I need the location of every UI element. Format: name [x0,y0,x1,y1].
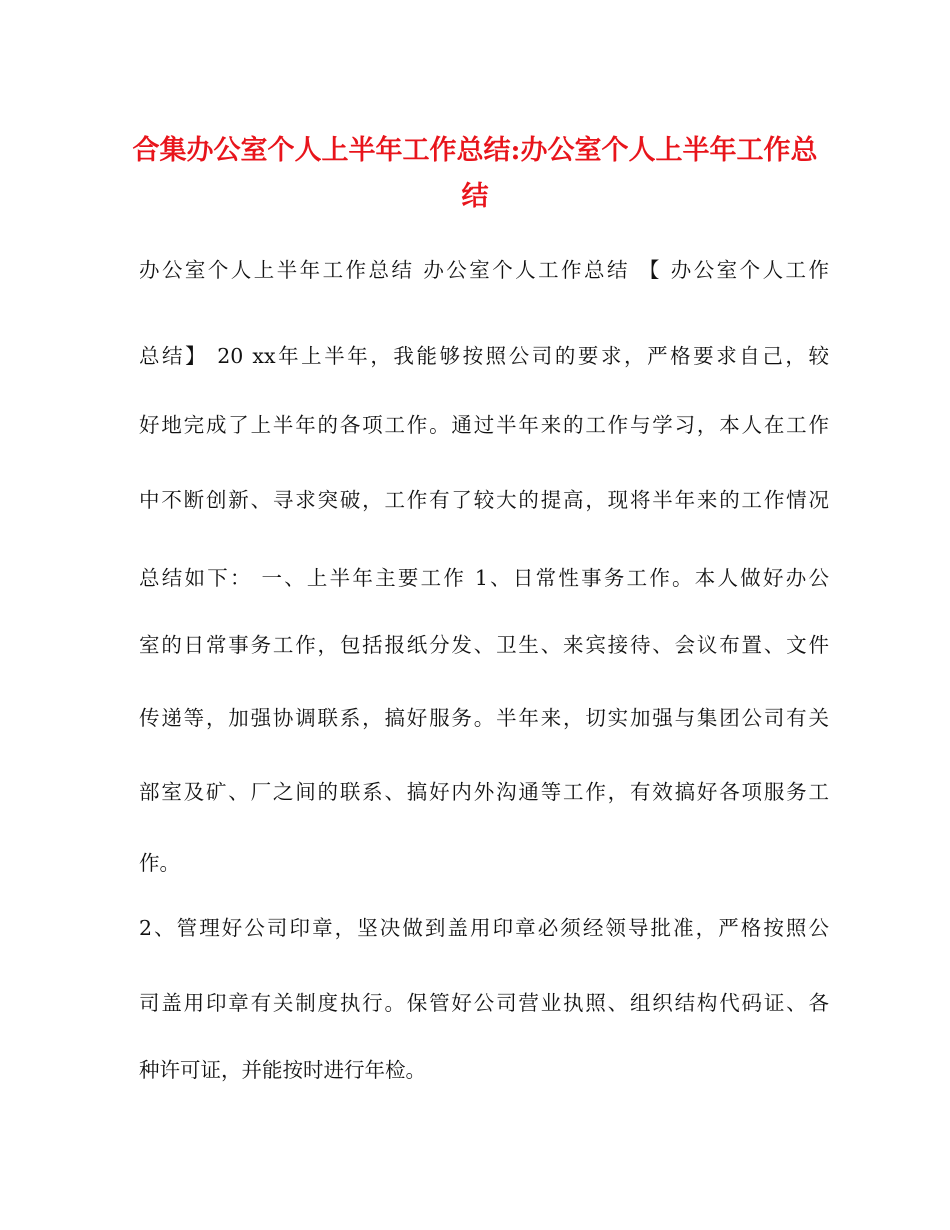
body-line: 总结如下： 一、上半年主要工作 1、日常性事务工作。本人做好办公 [139,566,829,590]
body-line: 传递等，加强协调联系，搞好服务。半年来，切实加强与集团公司有关 [139,706,829,730]
body-line: 办公室个人上半年工作总结 办公室个人工作总结 【 办公室个人工作 [139,258,829,282]
body-line: 司盖用印章有关制度执行。保管好公司营业执照、组织结构代码证、各 [139,991,829,1015]
body-line: 2、管理好公司印章，坚决做到盖用印章必须经领导批准，严格按照公 [139,916,829,940]
body-line: 总结】 20 xx年上半年，我能够按照公司的要求，严格要求自己，较 [139,344,829,368]
body-line: 作。 [139,851,180,875]
body-line: 好地完成了上半年的各项工作。通过半年来的工作与学习，本人在工作 [139,413,829,437]
body-line: 中不断创新、寻求突破，工作有了较大的提高，现将半年来的工作情况 [139,488,829,512]
document-title: 合集办公室个人上半年工作总结:办公室个人上半年工作总结 [132,135,818,212]
body-line: 种许可证，并能按时进行年检。 [139,1058,426,1082]
body-line: 室的日常事务工作，包括报纸分发、卫生、来宾接待、会议布置、文件 [139,633,829,657]
body-line: 部室及矿、厂之间的联系、搞好内外沟通等工作，有效搞好各项服务工 [139,780,829,804]
